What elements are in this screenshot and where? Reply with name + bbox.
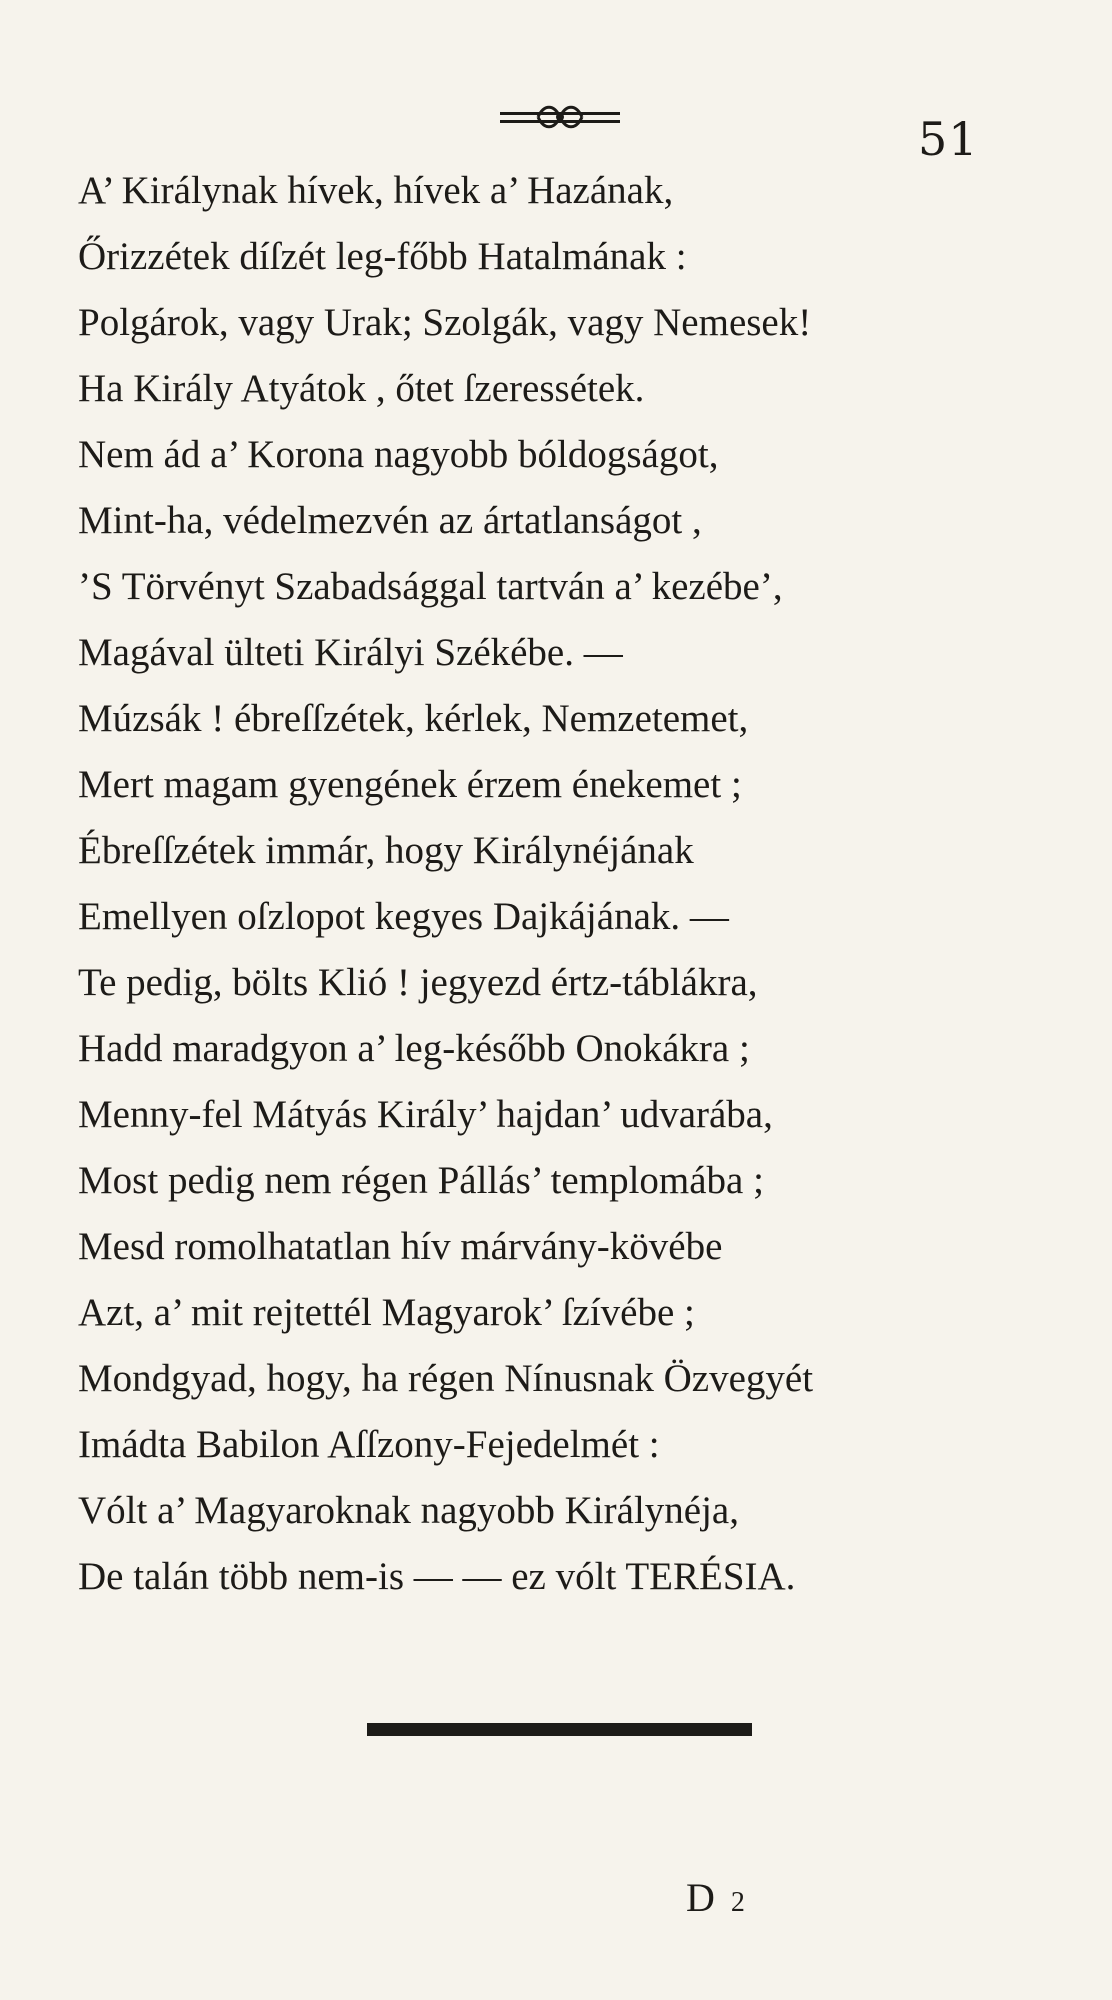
poem-line: Hadd maradgyon a’ leg-később Onokákra ; <box>78 1027 750 1070</box>
poem-line: Mesd romolhatatlan hív márvány-kövébe <box>78 1225 723 1268</box>
poem-line: Nem ád a’ Korona nagyobb bóldogságot, <box>78 433 719 476</box>
poem-line: Ha Király Atyátok , őtet ſzeressétek. <box>78 367 645 410</box>
poem-line: Imádta Babilon Aſſzony-Fejedelmét : <box>78 1423 660 1466</box>
printer-signature-mark <box>686 1874 745 1921</box>
poem-line: Múzsák ! ébreſſzétek, kérlek, Nemzetemet, <box>78 697 749 740</box>
poem-line: Polgárok, vagy Urak; Szolgák, vagy Nemesek! <box>78 301 812 344</box>
poem-line: Azt, a’ mit rejtettél Magyarok’ ſzívébe ; <box>78 1291 695 1334</box>
signature-letter: D <box>686 1875 715 1920</box>
poem-line: Ébreſſzétek immár, hogy Királynéjának <box>78 829 694 872</box>
decorative-scroll-icon <box>500 100 620 134</box>
poem-line: Menny-fel Mátyás Király’ hajdan’ udvarába, <box>78 1093 773 1136</box>
section-divider <box>367 1723 752 1736</box>
poem-line: Most pedig nem régen Pállás’ templomába ; <box>78 1159 764 1202</box>
poem-line: Mint-ha, védelmezvén az ártatlanságot , <box>78 499 702 542</box>
poem-line: Magával ülteti Királyi Székébe. — <box>78 631 623 674</box>
poem-line: Őrizzétek díſzét leg-főbb Hatalmának : <box>78 235 687 278</box>
poem-line: Mondgyad, hogy, ha régen Nínusnak Özvegyét <box>78 1357 814 1400</box>
page-number: 51 <box>918 112 979 166</box>
signature-number: 2 <box>730 1887 745 1918</box>
poem-line: Emellyen oſzlopot kegyes Dajkájának. — <box>78 895 729 938</box>
poem-line: De talán több nem-is — — ez vólt TERÉSIA. <box>78 1555 796 1598</box>
poem-line: ’S Törvényt Szabadsággal tartván a’ kezébe’, <box>78 565 783 608</box>
poem-line: A’ Királynak hívek, hívek a’ Hazának, <box>78 169 674 212</box>
poem-line: Te pedig, bölts Klió ! jegyezd értz-táblákra, <box>78 961 758 1004</box>
poem-text <box>78 158 1088 1610</box>
poem-line: Vólt a’ Magyaroknak nagyobb Királynéja, <box>78 1489 739 1532</box>
poem-line: Mert magam gyengének érzem énekemet ; <box>78 763 742 806</box>
